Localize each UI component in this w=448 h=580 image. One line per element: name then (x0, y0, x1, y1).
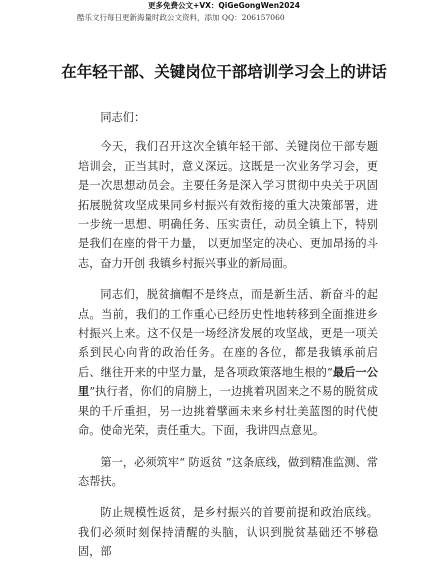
document-title: 在年轻干部、关键岗位干部培训学习会上的讲话 (61, 63, 387, 81)
promo-header: 更多免费公文+VX：QiGeGongWen2024 (148, 1, 300, 10)
paragraph-3: 第一，必须筑牢“ 防返贫 ”这条底线，做到精准监测、常 态帮扶。 (78, 455, 378, 488)
emphasis-last-mile: 最后一公里 (78, 365, 378, 399)
paragraph-4: 防止规模性返贫，是乡村振兴的首要前提和政治底线。我们必须时刻保持清醒的头脑，认识到脱贫基础还不够稳固，部 (78, 506, 378, 559)
greeting: 同志们： (100, 111, 146, 124)
paragraph-2 (78, 285, 378, 440)
paragraph-2-text-end: ”执行者，你们的肩膀上，一边挑着巩固来之不易的脱贫成果的千斤重担，另一边挑着擘画未来乡村壮美蓝图的时代使命。使命光荣，责任重大。下面，我讲四点意见。 (78, 385, 378, 438)
document-body (78, 108, 378, 574)
paragraph-2-text: 同志们，脱贫摘帽不是终点，而是新生活、新奋斗的起点。当前，我们的工作重心已经历史性地转移到全面推进乡村振兴上来。这不仅是一场经济发展的攻坚战，更是一项关系到民心向背的政治任务。在座的各位，都是我镇承前启后、继往开来的中坚力量，是各项政策落地生根的“ (78, 288, 378, 379)
source-note: 酷乐文行每日更新海量时政公文资料，添加 QQ：206157060 (77, 13, 285, 22)
paragraph-1: 今天，我们召开这次全镇年轻干部、关键岗位干部专题培训会，正当其时，意义深远。这既是一次业务学习会，更是一次思想动员会。主要任务是深入学习贯彻中央关于巩固拓展脱贫攻坚成果同乡村振兴有效衔接的重大决策部署，进一步统一思想、明确任务、压实责任，动员全镇上下，特别是我们在座的骨干力量， 以更加坚定的决心、更加昂扬的斗志，奋力开创 我镇乡村振兴事业的新局面。 (78, 140, 378, 270)
